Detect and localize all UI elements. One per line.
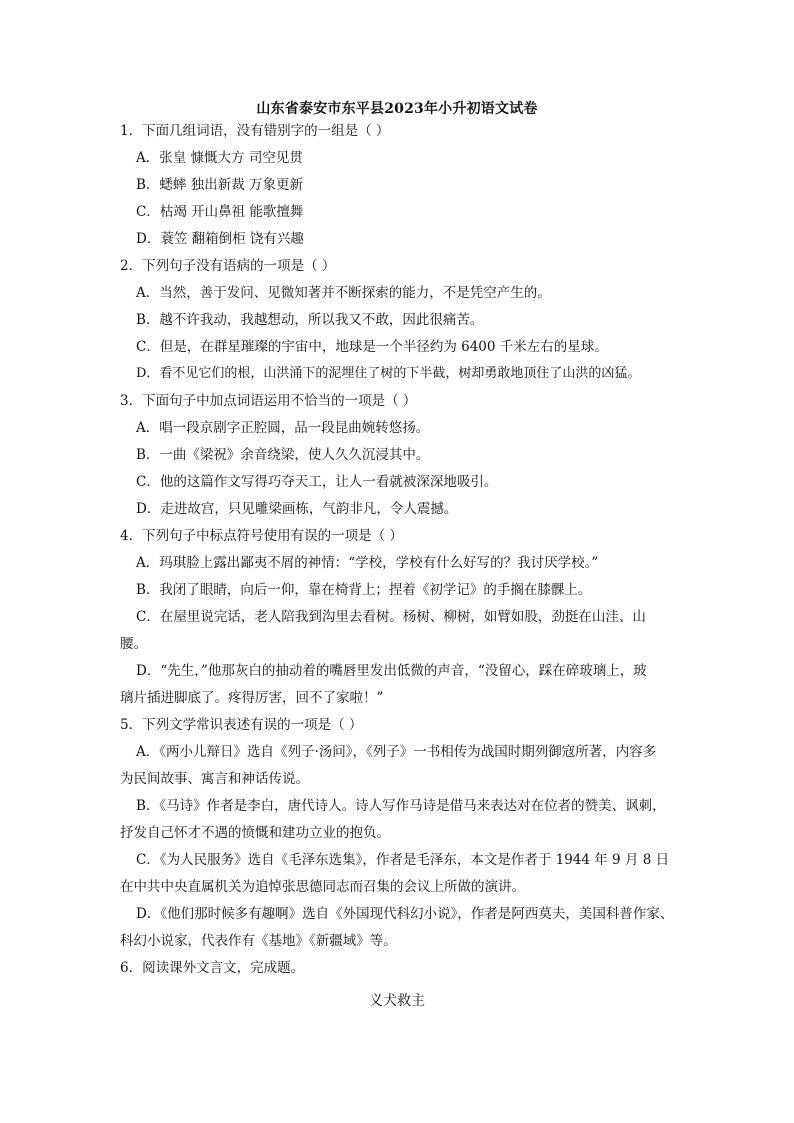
question-2-option-a: A．当然，善于发问、见微知著并不断探索的能力，不是凭空产生的。 (136, 285, 551, 301)
question-4-option-d: D．“先生，”他那灰白的抽动着的嘴唇里发出低微的声音，“没留心，踩在碎玻璃上，玻 (136, 663, 647, 679)
question-5-option-b: B．《马诗》作者是李白，唐代诗人。诗人写作马诗是借马来表达对在位者的赞美、讽刺， (136, 798, 666, 814)
question-6-stem: 6．阅读课外文言文，完成题。 (120, 960, 305, 976)
question-1-option-d: D．蓑笠 翻箱倒柜 饶有兴趣 (136, 231, 304, 247)
question-5-option-a-continued: 为民间故事、寓言和神话传说。 (120, 771, 309, 787)
question-5-stem: 5．下列文学常识表述有误的一项是（ ） (120, 717, 363, 733)
question-4-option-d-continued: 璃片插进脚底了。疼得厉害，回不了家啦！” (120, 690, 384, 706)
question-5-option-c-continued: 在中共中央直属机关为追悼张思德同志而召集的会议上所做的演讲。 (120, 879, 525, 895)
question-1-option-c: C．枯竭 开山鼻祖 能歌擅舞 (136, 204, 304, 220)
question-3-option-c: C．他的这篇作文写得巧夺天工，让人一看就被深深地吸引。 (136, 474, 498, 490)
question-4-stem: 4．下列句子中标点符号使用有误的一项是（ ） (120, 528, 403, 544)
question-2-option-d: D．看不见它们的根，山洪涌下的泥埋住了树的下半截，树却勇敢地顶住了山洪的凶猛。 (136, 366, 641, 381)
question-3-option-a: A．唱一段京剧字正腔圆，品一段昆曲婉转悠扬。 (136, 420, 430, 436)
question-5-option-d-continued: 科幻小说家，代表作有《基地》《新疆域》等。 (120, 933, 397, 949)
question-2-option-b: B．越不许我动，我越想动，所以我又不敢，因此很痛苦。 (136, 312, 484, 328)
question-2-option-c: C．但是，在群星璀璨的宇宙中，地球是一个半径约为 6400 千米左右的星球。 (136, 339, 608, 355)
question-4-option-c-continued: 腰。 (120, 636, 147, 652)
question-4-option-c: C．在屋里说完话，老人陪我到沟里去看树。杨树、柳树，如臂如股，劲挺在山洼、山 (136, 609, 646, 625)
question-3-option-d: D．走进故宫，只见雕梁画栋，气韵非凡，令人震撼。 (136, 501, 458, 517)
passage-title: 义犬救主 (369, 993, 425, 1009)
question-5-option-a: A．《两小儿辩日》选自《列子·汤问》，《列子》一书相传为战国时期列御寇所著，内容多 (136, 744, 657, 760)
question-4-option-a: A．玛琪脸上露出鄙夷不屑的神情：“学校，学校有什么好写的？我讨厌学校。” (136, 555, 599, 571)
question-3-option-b: B．一曲《梁祝》余音绕梁，使人久久沉浸其中。 (136, 447, 430, 463)
question-2-stem: 2．下列句子没有语病的一项是（ ） (120, 258, 336, 274)
question-1-stem: 1．下面几组词语，没有错别字的一组是（ ） (120, 123, 390, 139)
question-5-option-d: D．《他们那时候多有趣啊》选自《外国现代科幻小说》，作者是阿西莫夫，美国科普作家、 (136, 906, 674, 922)
question-5-option-c: C．《为人民服务》选自《毛泽东选集》，作者是毛泽东，本文是作者于 1944 年 9 月 8 日 (136, 852, 670, 868)
question-4-option-b: B．我闭了眼睛，向后一仰，靠在椅背上；捏着《初学记》的手搁在膝髁上。 (136, 582, 592, 598)
exam-title: 山东省泰安市东平县2023年小升初语文试卷 (256, 101, 538, 117)
question-5-option-b-continued: 抒发自己怀才不遇的愤慨和建功立业的抱负。 (120, 825, 390, 841)
question-1-option-a: A．张皇 慷慨大方 司空见贯 (136, 150, 303, 166)
question-3-stem: 3．下面句子中加点词语运用不恰当的一项是（ ） (120, 393, 417, 409)
question-1-option-b: B．蟋蟀 独出新裁 万象更新 (136, 177, 304, 193)
